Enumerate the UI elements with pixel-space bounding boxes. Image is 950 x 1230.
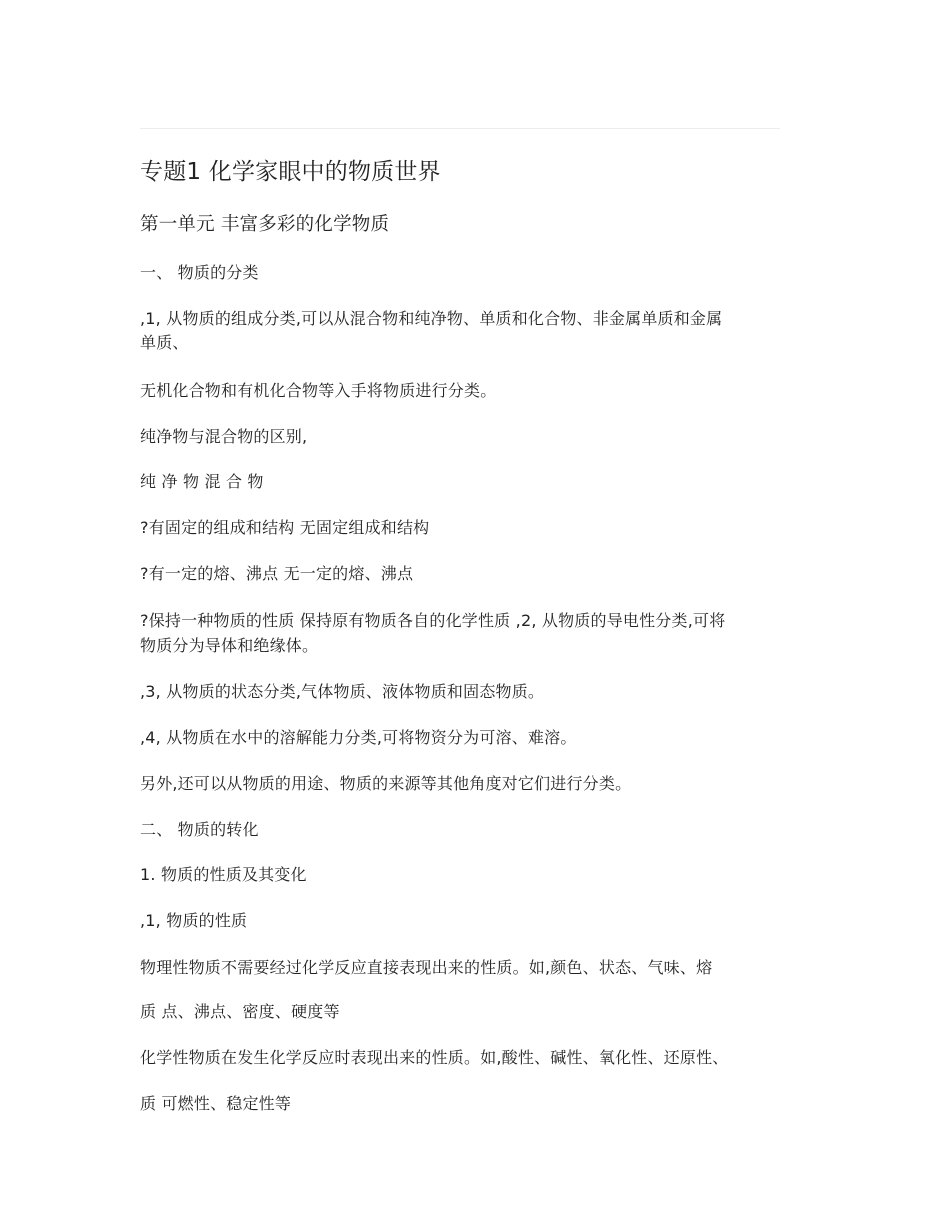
paragraph-line: 物质分为导体和绝缘体。 (140, 636, 319, 655)
paragraph-line: 化学性物质在发生化学反应时表现出来的性质。如,酸性、碱性、氧化性、还原性、 (140, 1048, 729, 1067)
subheading: ,1, 物质的性质 (140, 911, 248, 930)
paragraph-line: 质 点、沸点、密度、硬度等 (140, 1002, 340, 1021)
comparison-row: ?有固定的组成和结构 无固定组成和结构 (140, 518, 430, 537)
heading-transformation: 二、 物质的转化 (140, 820, 259, 839)
comparison-row: ?有一定的熔、沸点 无一定的熔、沸点 (140, 564, 414, 583)
comparison-header: 纯 净 物 混 合 物 (140, 472, 264, 491)
paragraph-line: ,1, 从物质的组成分类,可以从混合物和纯净物、单质和化合物、非金属单质和金属 (140, 309, 723, 328)
paragraph-line: 物理性物质不需要经过化学反应直接表现出来的性质。如,颜色、状态、气味、熔 (140, 958, 713, 977)
subheading: 1. 物质的性质及其变化 (140, 865, 307, 884)
paragraph-line: 无机化合物和有机化合物等入手将物质进行分类。 (140, 381, 497, 400)
section-heading: 第一单元 丰富多彩的化学物质 (140, 214, 390, 235)
paragraph-line: 质 可燃性、稳定性等 (140, 1094, 292, 1113)
paragraph-line: 另外,还可以从物质的用途、物质的来源等其他角度对它们进行分类。 (140, 774, 632, 793)
paragraph-line: ,3, 从物质的状态分类,气体物质、液体物质和固态物质。 (140, 682, 545, 701)
heading-classification: 一、 物质的分类 (140, 263, 259, 282)
comparison-row: ?保持一种物质的性质 保持原有物质各自的化学性质 ,2, 从物质的导电性分类,可将 (140, 611, 726, 630)
paragraph-line: 单质、 (140, 333, 189, 352)
document-title: 专题1 化学家眼中的物质世界 (140, 159, 441, 185)
paragraph-line: ,4, 从物质在水中的溶解能力分类,可将物资分为可溶、难溶。 (140, 728, 577, 747)
paragraph-line: 纯净物与混合物的区别, (140, 427, 308, 446)
header-rule (140, 128, 780, 129)
